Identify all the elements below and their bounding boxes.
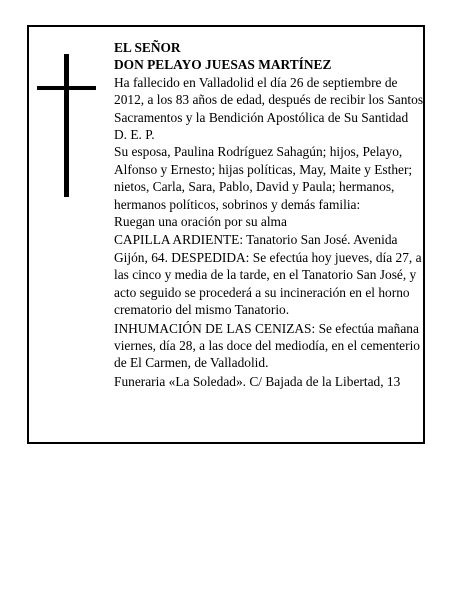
notice-title: EL SEÑOR	[114, 40, 181, 55]
death-statement: Ha fallecido en Valladolid el día 26 de septiembre de 2012, a los 83 años de edad, después de recibir los Santos Sacramentos y la Bendición Apostólica de Su Santidad	[114, 74, 424, 125]
cross-icon-crossbar	[37, 86, 96, 90]
rip-abbreviation: D. E. P.	[114, 127, 155, 143]
prayer-request: Ruegan una oración por su alma	[114, 214, 287, 230]
deceased-name: DON PELAYO JUESAS MARTÍNEZ	[114, 57, 332, 73]
cross-icon	[64, 54, 69, 197]
ash-burial: INHUMACIÓN DE LAS CENIZAS: Se efectúa mañana viernes, día 28, a las doce del mediodía, en el cementerio de El Carmen, de Valladolid.	[114, 320, 421, 371]
chapel-and-farewell: CAPILLA ARDIENTE: Tanatorio San José. Avenida Gijón, 64. DESPEDIDA: Se efectúa hoy jueves, día 27, a las cinco y media de la tarde, en el Tanatorio San José, y acto seguido se procederá a su incineración en el horno crematorio del mismo Tanatorio.	[114, 232, 422, 318]
family-list: Su esposa, Paulina Rodríguez Sahagún; hijos, Pelayo, Alfonso y Ernesto; hijas políticas, May, Maite y Esther; nietos, Carla, Sara, Pablo, David y Paula; hermanos, hermanos políticos, sobrinos y demás familia:	[114, 144, 413, 212]
obituary-text	[114, 39, 424, 390]
funeral-home: Funeraria «La Soledad». C/ Bajada de la Libertad, 13	[114, 373, 401, 389]
